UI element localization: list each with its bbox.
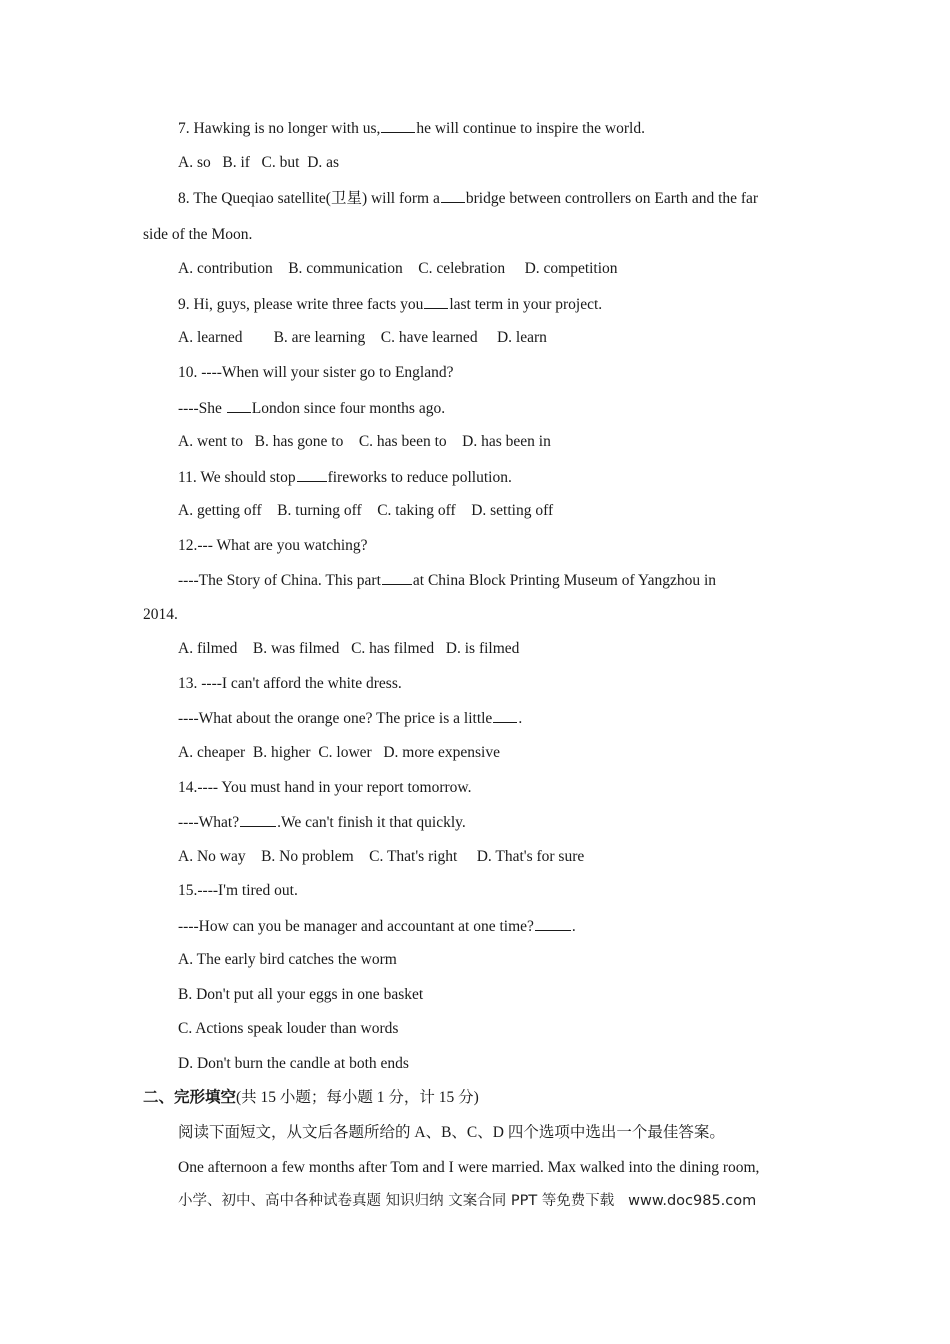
question-text: ----She xyxy=(178,400,226,417)
option-a: A. getting off xyxy=(178,502,262,519)
passage-text: One afternoon a few months after Tom and I were married. Max walked into the dining room, xyxy=(178,1159,760,1176)
question-text: 8. The Queqiao satellite(卫星) will form a xyxy=(178,190,440,207)
question-12-continued: 2014. xyxy=(143,606,178,623)
options-9 xyxy=(178,328,547,348)
option-d: D. That's for sure xyxy=(476,848,585,865)
answer-blank xyxy=(382,570,412,585)
question-12-reply xyxy=(178,570,716,591)
option-b: B. are learning xyxy=(273,329,366,346)
question-text: ----How can you be manager and accountant at one time? xyxy=(178,918,534,935)
options-10 xyxy=(178,432,551,452)
answer-blank xyxy=(240,812,276,827)
question-text: . xyxy=(571,918,576,935)
option-d: D. more expensive xyxy=(383,744,500,761)
option-a: A. learned xyxy=(178,329,243,346)
option-a: A. so xyxy=(178,154,211,171)
question-text: ----The Story of China. This part xyxy=(178,572,381,589)
options-12 xyxy=(178,639,519,659)
section-title: 二、完形填空 xyxy=(143,1089,237,1106)
option-c: C. has filmed xyxy=(351,640,435,657)
options-13 xyxy=(178,743,500,763)
question-text: ----What about the orange one? The price is a little xyxy=(178,710,493,727)
option-a: A. contribution xyxy=(178,260,273,277)
question-text: . xyxy=(518,710,523,727)
question-text: 11. We should stop xyxy=(178,469,296,486)
answer-blank xyxy=(381,118,415,133)
question-13: 13. ----I can't afford the white dress. xyxy=(178,675,402,692)
answer-blank xyxy=(493,708,517,723)
question-text: bridge between controllers on Earth and the far xyxy=(465,190,759,207)
question-text: 7. Hawking is no longer with us, xyxy=(178,120,381,137)
option-c: C. have learned xyxy=(380,329,478,346)
option-c: C. has been to xyxy=(358,433,447,450)
option-c: C. Actions speak louder than words xyxy=(178,1020,399,1037)
answer-blank xyxy=(441,188,465,203)
option-b: B. was filmed xyxy=(252,640,340,657)
page-footer: 小学、初中、高中各种试卷真题 知识归纳 文案合同 PPT 等免费下载 www.doc985.com xyxy=(178,1193,757,1209)
option-c: C. taking off xyxy=(377,502,456,519)
question-text: at China Block Printing Museum of Yangzhou in xyxy=(412,572,717,589)
question-8 xyxy=(178,188,758,209)
question-text: last term in your project. xyxy=(449,296,603,313)
question-12: 12.--- What are you watching? xyxy=(178,537,368,554)
option-b: B. higher xyxy=(252,744,311,761)
section-note: (共 15 小题；每小题 1 分，计 15 分) xyxy=(236,1089,479,1106)
answer-blank xyxy=(424,294,448,309)
question-7 xyxy=(178,118,645,139)
question-8-continued: side of the Moon. xyxy=(143,226,253,243)
options-11 xyxy=(178,501,553,521)
section-instruction: 阅读下面短文，从文后各题所给的 A、B、C、D 四个选项中选出一个最佳答案。 xyxy=(178,1124,725,1141)
question-15-reply xyxy=(178,916,576,937)
question-text: fireworks to reduce pollution. xyxy=(327,469,512,486)
answer-blank xyxy=(535,916,571,931)
options-14 xyxy=(178,847,584,867)
option-a: A. filmed xyxy=(178,640,238,657)
option-d: D. as xyxy=(307,154,340,171)
option-b: B. Don't put all your eggs in one basket xyxy=(178,986,424,1003)
option-a: A. The early bird catches the worm xyxy=(178,951,397,968)
options-8 xyxy=(178,259,618,279)
question-11 xyxy=(178,467,512,488)
option-c: C. That's right xyxy=(369,848,458,865)
answer-blank xyxy=(227,398,251,413)
question-text: .We can't finish it that quickly. xyxy=(277,814,466,831)
answer-blank xyxy=(297,467,327,482)
option-a: A. went to xyxy=(178,433,244,450)
question-9 xyxy=(178,294,602,315)
question-text: ----What? xyxy=(178,814,240,831)
question-text: he will continue to inspire the world. xyxy=(416,120,645,137)
option-d: D. Don't burn the candle at both ends xyxy=(178,1055,409,1072)
question-10: 10. ----When will your sister go to England? xyxy=(178,364,454,381)
option-b: B. has gone to xyxy=(254,433,344,450)
options-7 xyxy=(178,153,339,173)
option-b: B. No problem xyxy=(261,848,354,865)
option-c: C. lower xyxy=(318,744,372,761)
option-b: B. turning off xyxy=(277,502,362,519)
option-b: B. communication xyxy=(288,260,403,277)
option-a: A. No way xyxy=(178,848,246,865)
question-15: 15.----I'm tired out. xyxy=(178,882,298,899)
option-d: D. competition xyxy=(524,260,618,277)
option-b: B. if xyxy=(222,154,250,171)
option-c: C. celebration xyxy=(418,260,506,277)
option-a: A. cheaper xyxy=(178,744,246,761)
question-text: 9. Hi, guys, please write three facts you xyxy=(178,296,424,313)
option-d: D. has been in xyxy=(462,433,551,450)
question-text: London since four months ago. xyxy=(251,400,446,417)
question-14-reply xyxy=(178,812,466,833)
option-d: D. learn xyxy=(496,329,547,346)
section-heading xyxy=(143,1088,479,1108)
question-14: 14.---- You must hand in your report tomorrow. xyxy=(178,779,472,796)
option-c: C. but xyxy=(261,154,300,171)
question-13-reply xyxy=(178,708,522,729)
option-d: D. is filmed xyxy=(445,640,520,657)
question-10-reply xyxy=(178,398,445,419)
option-d: D. setting off xyxy=(471,502,554,519)
